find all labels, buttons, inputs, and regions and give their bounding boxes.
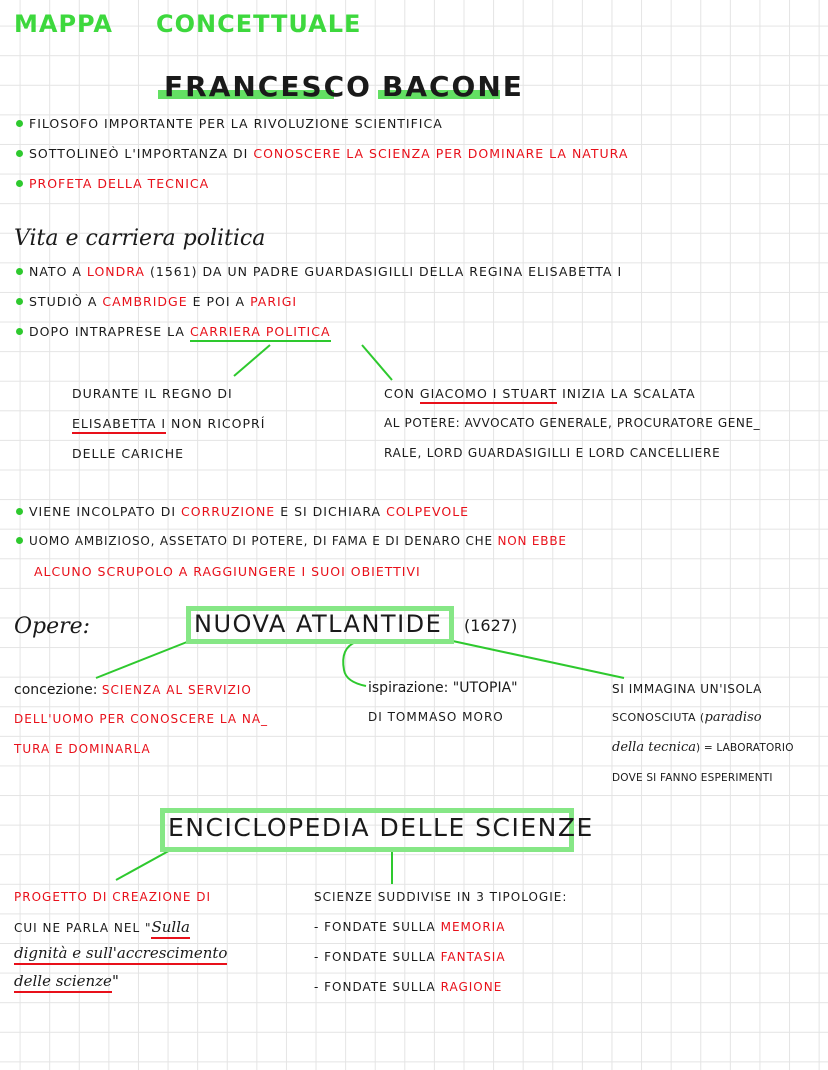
regno-line1: DURANTE IL REGNO DI <box>72 386 233 401</box>
scienze-heading: SCIENZE SUDDIVISE IN 3 TIPOLOGIE: <box>314 890 568 904</box>
vita-item: STUDIÒ A CAMBRIDGE E POI A PARIGI <box>16 294 297 309</box>
intro-item: SOTTOLINEÒ L'IMPORTANZA DI CONOSCERE LA SCIENZA PER DOMINARE LA NATURA <box>16 146 628 161</box>
intro-item: FILOSOFO IMPORTANTE PER LA RIVOLUZIONE SCIENTIFICA <box>16 116 443 131</box>
concettuale-label: CONCETTUALE <box>156 10 362 38</box>
atlantide-title: NUOVA ATLANTIDE <box>194 610 443 638</box>
fine-item: VIENE INCOLPATO DI CORRUZIONE E SI DICHIARA COLPEVOLE <box>16 504 469 519</box>
regno-line3: DELLE CARICHE <box>72 446 184 461</box>
progetto-line2: CUI NE PARLA NEL "Sulla <box>14 918 190 936</box>
page-title-last: BACONE <box>382 70 524 103</box>
mappa-label: MAPPA <box>14 10 114 38</box>
page-title-first: FRANCESCO <box>164 70 372 103</box>
progetto-line1: PROGETTO DI CREAZIONE DI <box>14 890 212 904</box>
bullet-icon <box>16 508 23 515</box>
connector-concezione <box>96 640 192 678</box>
immagina-line1: SI IMMAGINA UN'ISOLA <box>612 682 762 696</box>
connector-immagina <box>448 640 624 678</box>
bullet-icon <box>16 537 23 544</box>
stuart-line2: AL POTERE: AVVOCATO GENERALE, PROCURATORE GENE_ <box>384 416 761 430</box>
opere-heading: Opere: <box>14 614 91 639</box>
connector-progetto <box>116 848 174 880</box>
vita-heading: Vita e carriera politica <box>14 226 266 251</box>
scienze-item: - FONDATE SULLA FANTASIA <box>314 950 506 964</box>
concezione-line1: concezione: SCIENZA AL SERVIZIO <box>14 682 252 698</box>
immagina-line4: DOVE SI FANNO ESPERIMENTI <box>612 772 773 784</box>
scienze-item: - FONDATE SULLA RAGIONE <box>314 980 503 994</box>
fine-line3: ALCUNO SCRUPOLO A RAGGIUNGERE I SUOI OBIETTIVI <box>34 564 421 579</box>
ispirazione-line2: DI TOMMASO MORO <box>368 710 504 724</box>
stuart-line3: RALE, LORD GUARDASIGILLI E LORD CANCELLIERE <box>384 446 721 460</box>
concezione-line2: DELL'UOMO PER CONOSCERE LA NA_ <box>14 712 269 726</box>
progetto-line3: dignità e sull'accrescimento <box>14 944 227 965</box>
ispirazione-line1: ispirazione: "UTOPIA" <box>368 680 518 696</box>
immagina-line3: della tecnica) = LABORATORIO <box>612 740 794 755</box>
immagina-line2: SCONOSCIUTA (paradiso <box>612 710 762 725</box>
connector-right <box>362 345 392 380</box>
vita-item: NATO A LONDRA (1561) DA UN PADRE GUARDASIGILLI DELLA REGINA ELISABETTA I <box>16 264 622 279</box>
scienze-item: - FONDATE SULLA MEMORIA <box>314 920 506 934</box>
atlantide-year: (1627) <box>464 616 518 635</box>
concezione-line3: TURA E DOMINARLA <box>14 742 151 756</box>
enciclopedia-title: ENCICLOPEDIA DELLE SCIENZE <box>168 813 594 842</box>
fine-item: UOMO AMBIZIOSO, ASSETATO DI POTERE, DI FAMA E DI DENARO CHE NON EBBE <box>16 534 567 548</box>
regno-line2: ELISABETTA I NON RICOPRÍ <box>72 416 265 431</box>
connector-left <box>234 345 270 376</box>
vita-item: DOPO INTRAPRESE LA CARRIERA POLITICA <box>16 324 331 339</box>
connector-ispirazione <box>343 642 366 686</box>
stuart-line1: CON GIACOMO I STUART INIZIA LA SCALATA <box>384 386 696 401</box>
intro-item: PROFETA DELLA TECNICA <box>16 176 209 191</box>
progetto-line4: delle scienze" <box>14 972 119 990</box>
